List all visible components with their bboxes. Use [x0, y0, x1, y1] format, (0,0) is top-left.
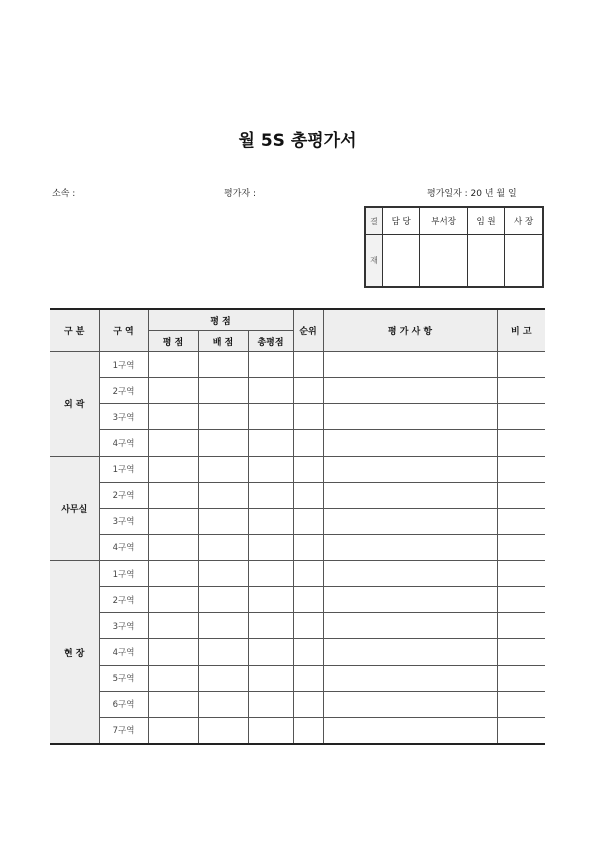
note-cell[interactable]: [497, 508, 545, 534]
weight-cell[interactable]: [198, 691, 248, 717]
zone-cell: 4구역: [99, 430, 148, 456]
zone-cell: 7구역: [99, 717, 148, 744]
rank-cell[interactable]: [293, 691, 323, 717]
approval-role-dept-head: 부서장: [420, 207, 468, 235]
score-cell[interactable]: [148, 508, 198, 534]
note-cell[interactable]: [497, 404, 545, 430]
header-category: 구 분: [50, 309, 99, 352]
header-score-group: 평 점: [148, 309, 293, 331]
zone-cell: 1구역: [99, 456, 148, 482]
rank-cell[interactable]: [293, 561, 323, 587]
table-row: [50, 352, 545, 378]
total-score-cell[interactable]: [248, 456, 293, 482]
category-cell: 현 장: [50, 561, 99, 745]
document-title: 월 5S 총평가서: [238, 131, 357, 151]
evaluation-table-body: [50, 352, 545, 745]
note-cell[interactable]: [497, 534, 545, 560]
table-row: [50, 404, 545, 430]
total-score-cell[interactable]: [248, 613, 293, 639]
evaluation-date-label: 평가일자 : 20 년 월 일: [427, 189, 517, 199]
table-row: [50, 430, 545, 456]
evaluation-remarks-cell[interactable]: [323, 665, 497, 691]
header-weight: 배 점: [198, 331, 248, 352]
table-row: [50, 534, 545, 560]
evaluation-remarks-cell[interactable]: [323, 587, 497, 613]
rank-cell[interactable]: [293, 456, 323, 482]
note-cell[interactable]: [497, 378, 545, 404]
zone-cell: 2구역: [99, 482, 148, 508]
header-score: 평 점: [148, 331, 198, 352]
note-cell[interactable]: [497, 613, 545, 639]
evaluation-remarks-cell[interactable]: [323, 378, 497, 404]
header-rank: 순위: [293, 309, 323, 352]
table-row: [50, 482, 545, 508]
note-cell[interactable]: [497, 587, 545, 613]
score-cell[interactable]: [148, 691, 198, 717]
evaluation-remarks-cell[interactable]: [323, 482, 497, 508]
evaluation-remarks-cell[interactable]: [323, 613, 497, 639]
total-score-cell[interactable]: [248, 717, 293, 744]
note-cell[interactable]: [497, 430, 545, 456]
zone-cell: 5구역: [99, 665, 148, 691]
score-cell[interactable]: [148, 587, 198, 613]
approval-role-executive: 임 원: [467, 207, 504, 235]
affiliation-label: 소속 :: [52, 189, 76, 199]
zone-cell: 3구역: [99, 404, 148, 430]
approval-box: [364, 206, 544, 288]
score-cell[interactable]: [148, 456, 198, 482]
weight-cell[interactable]: [198, 378, 248, 404]
table-row: [50, 378, 545, 404]
approval-side-label-bottom: 재: [365, 235, 383, 288]
total-score-cell[interactable]: [248, 378, 293, 404]
evaluator-label: 평가자 :: [224, 189, 256, 199]
evaluation-remarks-cell[interactable]: [323, 352, 497, 378]
approval-side-label-top: 결: [365, 207, 383, 235]
evaluation-remarks-cell[interactable]: [323, 508, 497, 534]
note-cell[interactable]: [497, 639, 545, 665]
rank-cell[interactable]: [293, 378, 323, 404]
total-score-cell[interactable]: [248, 352, 293, 378]
evaluation-remarks-cell[interactable]: [323, 534, 497, 560]
table-row: [50, 717, 545, 744]
approval-sign-cell[interactable]: [383, 235, 420, 288]
table-row: [50, 691, 545, 717]
weight-cell[interactable]: [198, 404, 248, 430]
zone-cell: 3구역: [99, 508, 148, 534]
table-row: [50, 587, 545, 613]
note-cell[interactable]: [497, 665, 545, 691]
note-cell[interactable]: [497, 561, 545, 587]
evaluation-table: [50, 308, 545, 745]
weight-cell[interactable]: [198, 508, 248, 534]
table-row: [50, 508, 545, 534]
score-cell[interactable]: [148, 613, 198, 639]
score-cell[interactable]: [148, 561, 198, 587]
weight-cell[interactable]: [198, 352, 248, 378]
note-cell[interactable]: [497, 691, 545, 717]
header-note: 비 고: [497, 309, 545, 352]
zone-cell: 3구역: [99, 613, 148, 639]
rank-cell[interactable]: [293, 613, 323, 639]
weight-cell[interactable]: [198, 639, 248, 665]
approval-sign-cell[interactable]: [420, 235, 468, 288]
zone-cell: 1구역: [99, 561, 148, 587]
weight-cell[interactable]: [198, 482, 248, 508]
weight-cell[interactable]: [198, 561, 248, 587]
evaluation-remarks-cell[interactable]: [323, 561, 497, 587]
total-score-cell[interactable]: [248, 404, 293, 430]
score-cell[interactable]: [148, 430, 198, 456]
note-cell[interactable]: [497, 717, 545, 744]
total-score-cell[interactable]: [248, 482, 293, 508]
total-score-cell[interactable]: [248, 534, 293, 560]
score-cell[interactable]: [148, 482, 198, 508]
evaluation-remarks-cell[interactable]: [323, 717, 497, 744]
weight-cell[interactable]: [198, 665, 248, 691]
approval-role-president: 사 장: [505, 207, 543, 235]
note-cell[interactable]: [497, 352, 545, 378]
score-cell[interactable]: [148, 378, 198, 404]
weight-cell[interactable]: [198, 587, 248, 613]
approval-role-manager: 담 당: [383, 207, 420, 235]
zone-cell: 2구역: [99, 587, 148, 613]
note-cell[interactable]: [497, 482, 545, 508]
rank-cell[interactable]: [293, 404, 323, 430]
score-cell[interactable]: [148, 639, 198, 665]
evaluation-remarks-cell[interactable]: [323, 639, 497, 665]
rank-cell[interactable]: [293, 534, 323, 560]
weight-cell[interactable]: [198, 430, 248, 456]
evaluation-remarks-cell[interactable]: [323, 691, 497, 717]
evaluation-remarks-cell[interactable]: [323, 430, 497, 456]
zone-cell: 4구역: [99, 639, 148, 665]
rank-cell[interactable]: [293, 587, 323, 613]
weight-cell[interactable]: [198, 534, 248, 560]
zone-cell: 4구역: [99, 534, 148, 560]
weight-cell[interactable]: [198, 717, 248, 744]
zone-cell: 2구역: [99, 378, 148, 404]
rank-cell[interactable]: [293, 665, 323, 691]
score-cell[interactable]: [148, 534, 198, 560]
table-row: [50, 456, 545, 482]
header-total-score: 총평점: [248, 331, 293, 352]
weight-cell[interactable]: [198, 613, 248, 639]
header-zone: 구 역: [99, 309, 148, 352]
total-score-cell[interactable]: [248, 587, 293, 613]
note-cell[interactable]: [497, 456, 545, 482]
evaluation-remarks-cell[interactable]: [323, 456, 497, 482]
score-cell[interactable]: [148, 717, 198, 744]
rank-cell[interactable]: [293, 717, 323, 744]
table-row: [50, 561, 545, 587]
weight-cell[interactable]: [198, 456, 248, 482]
rank-cell[interactable]: [293, 639, 323, 665]
category-cell: 사무실: [50, 456, 99, 561]
total-score-cell[interactable]: [248, 508, 293, 534]
total-score-cell[interactable]: [248, 561, 293, 587]
score-cell[interactable]: [148, 352, 198, 378]
rank-cell[interactable]: [293, 430, 323, 456]
total-score-cell[interactable]: [248, 665, 293, 691]
score-cell[interactable]: [148, 404, 198, 430]
total-score-cell[interactable]: [248, 430, 293, 456]
zone-cell: 1구역: [99, 352, 148, 378]
table-row: [50, 639, 545, 665]
category-cell: 외 곽: [50, 352, 99, 457]
table-row: [50, 613, 545, 639]
rank-cell[interactable]: [293, 352, 323, 378]
rank-cell[interactable]: [293, 482, 323, 508]
evaluation-remarks-cell[interactable]: [323, 404, 497, 430]
total-score-cell[interactable]: [248, 639, 293, 665]
score-cell[interactable]: [148, 665, 198, 691]
total-score-cell[interactable]: [248, 691, 293, 717]
header-evaluation-remarks: 평 가 사 항: [323, 309, 497, 352]
rank-cell[interactable]: [293, 508, 323, 534]
approval-sign-cell[interactable]: [467, 235, 504, 288]
zone-cell: 6구역: [99, 691, 148, 717]
approval-sign-cell[interactable]: [505, 235, 543, 288]
table-row: [50, 665, 545, 691]
